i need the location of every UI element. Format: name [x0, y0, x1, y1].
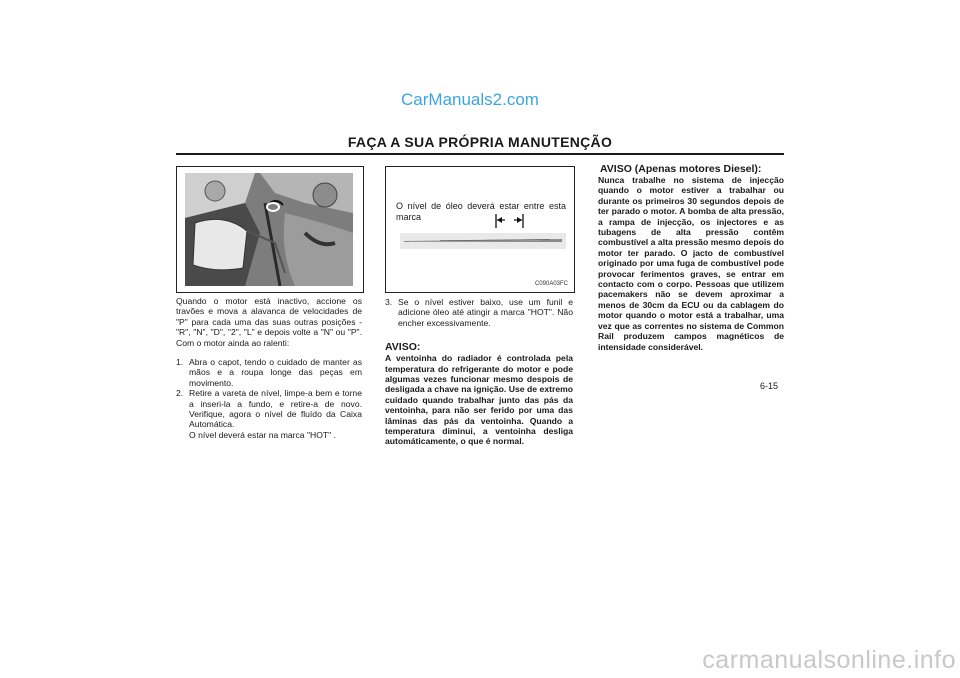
watermark-bottom: carmanualsonline.info [702, 646, 956, 674]
step-number: 1. [176, 357, 184, 368]
diesel-warning-text: Nunca trabalhe no sistema de injecção quando o motor estiver a trabalhar ou durante os primeiros 30 segundos depois de ter parado o motor. A bomba de alta pressão, a rampa de injecção, os injectores e as tubagens de alta pressão contêm combustível a alta pressão mesmo depois do motor ter parado. O jacto de combustível originado por uma fuga de combustível pode provocar ferimentos graves, se entrar em contacto com o corpo. Pessoas que utilizem pacemakers não se devem aproximar a menos de 30cm da ECU ou da cablagem do motor quando o motor está a trabalhar, uma vez que as correntes no sistema de Common Rail produzem campos magnéticos de intensidade considerável. [598, 175, 784, 352]
dipstick-caption: O nível de óleo deverá estar entre esta marca [396, 201, 566, 222]
right-text-column [598, 163, 784, 352]
step-text: Se o nível estiver baixo, use um funil e adicione óleo até atingir a marca "HOT". Não encher excessivamente. [398, 297, 573, 328]
warning-text: A ventoinha do radiador é controlada pela temperatura do refrigerante do motor e pode algumas vezes funcionar mesmo despois de desligada a chave na ignição. Use de extremo cuidado quando trabalhar junto das pás da ventoinha, para não ser ferido por uma das lâminas das pás da ventoinha. Quando a temperatura diminui, a ventoinha desliga automáticamente, o que é normal. [385, 353, 573, 447]
dipstick-image [400, 233, 566, 249]
step-text: Abra o capot, tendo o cuidado de manter as mãos e a roupa longe das peças em movimento. [189, 357, 362, 388]
intro-paragraph: Quando o motor está inactivo, accione os travões e mova a alavanca de velocidades de "P" para cada uma das suas outras posições - "R", "N", "D", "2", "L" e depois volte a "N" ou "P". Com o motor ainda ao ralenti: [176, 296, 362, 348]
figure-code: C090A03FC [534, 281, 568, 287]
step-number: 2. [176, 388, 184, 399]
page-title: FAÇA A SUA PRÓPRIA MANUTENÇÃO [347, 134, 613, 150]
dipstick-illustration [400, 233, 566, 249]
page-number: 6-15 [760, 381, 779, 391]
step-extra-text: O nível deverá estar na marca "HOT" . [189, 429, 336, 440]
watermark-top: CarManuals2.com [401, 90, 539, 109]
warning-title: AVISO: [385, 341, 421, 354]
left-text-column [176, 296, 362, 440]
level-range-arrows-icon [494, 213, 526, 229]
list-item [176, 357, 362, 388]
engine-photo-illustration [185, 173, 353, 286]
diesel-warning-title: AVISO (Apenas motores Diesel): [600, 163, 762, 175]
engine-photo-figure [176, 166, 364, 293]
step-number: 3. [385, 297, 393, 307]
engine-photo [185, 173, 353, 286]
list-item [176, 388, 362, 440]
middle-text-column [385, 297, 573, 447]
list-item [385, 297, 573, 328]
step-text: Retire a vareta de nível, limpe-a bem e torne a inseri-la a fundo, e retire-a de novo. Verifique, agora o nível de fluído da Caixa Automática. [189, 388, 362, 430]
title-divider [176, 153, 784, 155]
dipstick-diagram-figure [385, 166, 575, 293]
